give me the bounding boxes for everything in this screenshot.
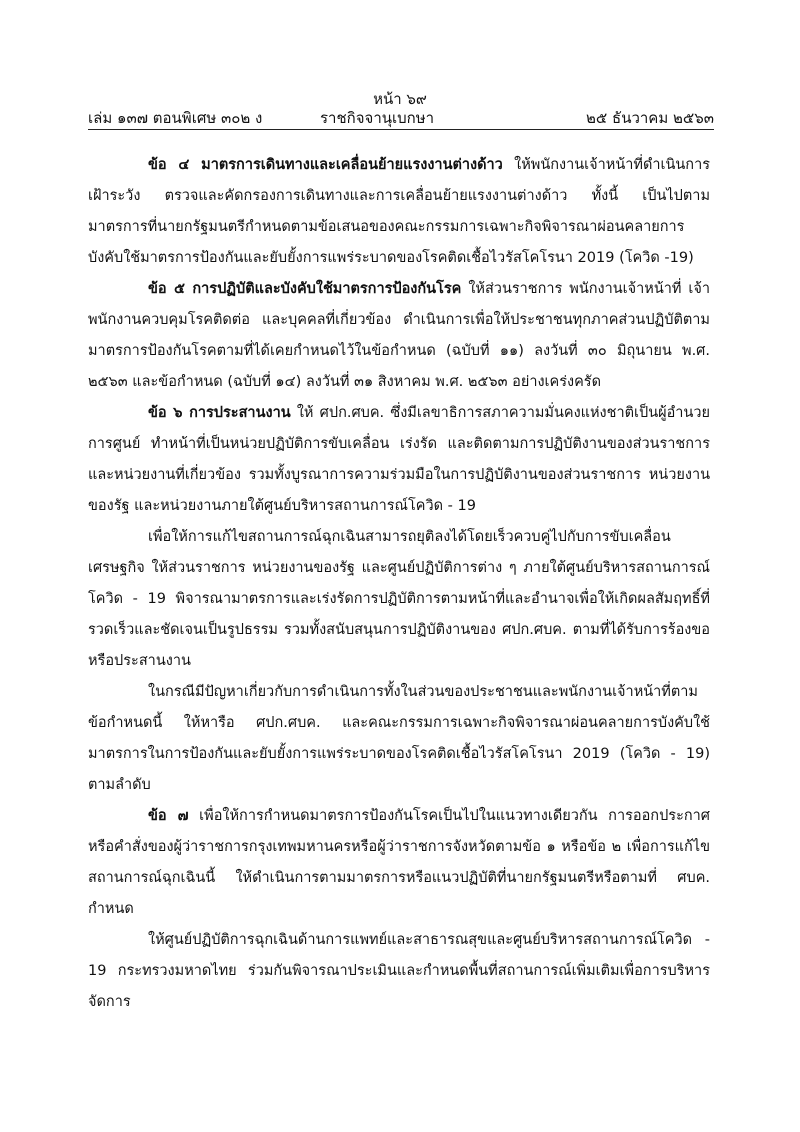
paragraph (88, 801, 710, 925)
clause-heading: ข้อ ๖ การประสานงาน (148, 405, 291, 421)
document-body (88, 150, 710, 1018)
paragraph (88, 677, 710, 801)
page-number: หน้า ๖๙ (373, 90, 427, 108)
paragraph-text: เพื่อให้การกำหนดมาตรการป้องกันโรคเป็นไปในแนวทางเดียวกัน การออกประกาศหรือคำสั่งของผู้ว่าราชการกรุงเทพมหานครหรือผู้ว่าราชการจังหวัดตามข้อ ๑ หรือข้อ ๒ เพื่อการแก้ไขสถานการณ์ฉุกเฉินนี้ ให้ดำเนินการตามมาตรการหรือแนวปฏิบัติที่นายกรัฐมนตรีหรือตามที่ ศบค. กำหนด (88, 808, 710, 917)
paragraph (88, 522, 710, 677)
paragraph-text: เพื่อให้การแก้ไขสถานการณ์ฉุกเฉินสามารถยุติลงได้โดยเร็วควบคู่ไปกับการขับเคลื่อนเศรษฐกิจ ให้ส่วนราชการ หน่วยงานของรัฐ และศูนย์ปฏิบัติการต่าง ๆ ภายใต้ศูนย์บริหารสถานการณ์โควิด - 19 พิจารณามาตรการและเร่งรัดการปฏิบัติการตามหน้าที่และอำนาจเพื่อให้เกิดผลสัมฤทธิ์ที่รวดเร็วและชัดเจนเป็นรูปธรรม รวมทั้งสนับสนุนการปฏิบัติงานของ ศปก.ศบค. ตามที่ได้รับการร้องขอหรือประสานงาน (88, 529, 710, 669)
paragraph-text: ให้ส่วนราชการ พนักงานเจ้าหน้าที่ เจ้าพนักงานควบคุมโรคติดต่อ และบุคคลที่เกี่ยวข้อง ดำเนินการเพื่อให้ประชาชนทุกภาคส่วนปฏิบัติตามมาตรการป้องกันโรคตามที่ได้เคยกำหนดไว้ในข้อกำหนด (ฉบับที่ ๑๑) ลงวันที่ ๓๐ มิถุนายน พ.ศ. ๒๕๖๓ และข้อกำหนด (ฉบับที่ ๑๔) ลงวันที่ ๓๑ สิงหาคม พ.ศ. ๒๕๖๓ อย่างเคร่งครัด (88, 281, 710, 390)
header-publication-title: ราชกิจจานุเบกษา (320, 109, 435, 127)
paragraph (88, 150, 710, 274)
header-date: ๒๕ ธันวาคม ๒๕๖๓ (586, 109, 714, 127)
paragraph-text: ให้พนักงานเจ้าหน้าที่ดำเนินการเฝ้าระวัง ตรวจและคัดกรองการเดินทางและการเคลื่อนย้ายแรงงานต่างด้าว ทั้งนี้ เป็นไปตามมาตรการที่นายกรัฐมนตรีกำหนดตามข้อเสนอของคณะกรรมการเฉพาะกิจพิจารณาผ่อนคลายการบังคับใช้มาตรการป้องกันและยับยั้งการแพร่ระบาดของโรคติดเชื้อไวรัสโคโรนา 2019 (โควิด -19) (88, 157, 710, 266)
paragraph-text: ให้ ศปก.ศบค. ซึ่งมีเลขาธิการสภาความมั่นคงแห่งชาติเป็นผู้อำนวยการศูนย์ ทำหน้าที่เป็นหน่วยปฏิบัติการขับเคลื่อน เร่งรัด และติดตามการปฏิบัติงานของส่วนราชการและหน่วยงานที่เกี่ยวข้อง รวมทั้งบูรณาการความร่วมมือในการปฏิบัติงานของส่วนราชการ หน่วยงานของรัฐ และหน่วยงานภายใต้ศูนย์บริหารสถานการณ์โควิด - 19 (88, 405, 710, 514)
paragraph-text: ให้ศูนย์ปฏิบัติการฉุกเฉินด้านการแพทย์และสาธารณสุขและศูนย์บริหารสถานการณ์โควิด - 19 กระทรวงมหาดไทย ร่วมกันพิจารณาประเมินและกำหนดพื้นที่สถานการณ์เพิ่มเติมเพื่อการบริหารจัดการ (88, 932, 710, 1010)
paragraph (88, 274, 710, 398)
clause-heading: ข้อ ๕ การปฏิบัติและบังคับใช้มาตรการป้องกันโรค (148, 281, 462, 297)
clause-heading: ข้อ ๔ มาตรการเดินทางและเคลื่อนย้ายแรงงานต่างด้าว (148, 157, 503, 173)
running-header (88, 106, 714, 128)
paragraph (88, 398, 710, 522)
header-rule (88, 129, 714, 130)
clause-heading: ข้อ ๗ (148, 808, 189, 824)
paragraph-text: ในกรณีมีปัญหาเกี่ยวกับการดำเนินการทั้งในส่วนของประชาชนและพนักงานเจ้าหน้าที่ตามข้อกำหนดนี้ ให้หารือ ศปก.ศบค. และคณะกรรมการเฉพาะกิจพิจารณาผ่อนคลายการบังคับใช้มาตรการในการป้องกันและยับยั้งการแพร่ระบาดของโรคติดเชื้อไวรัสโคโรนา 2019 (โควิด - 19) ตามลำดับ (88, 684, 710, 793)
header-volume-issue: เล่ม ๑๓๗ ตอนพิเศษ ๓๐๒ ง (88, 109, 263, 127)
paragraph (88, 925, 710, 1018)
